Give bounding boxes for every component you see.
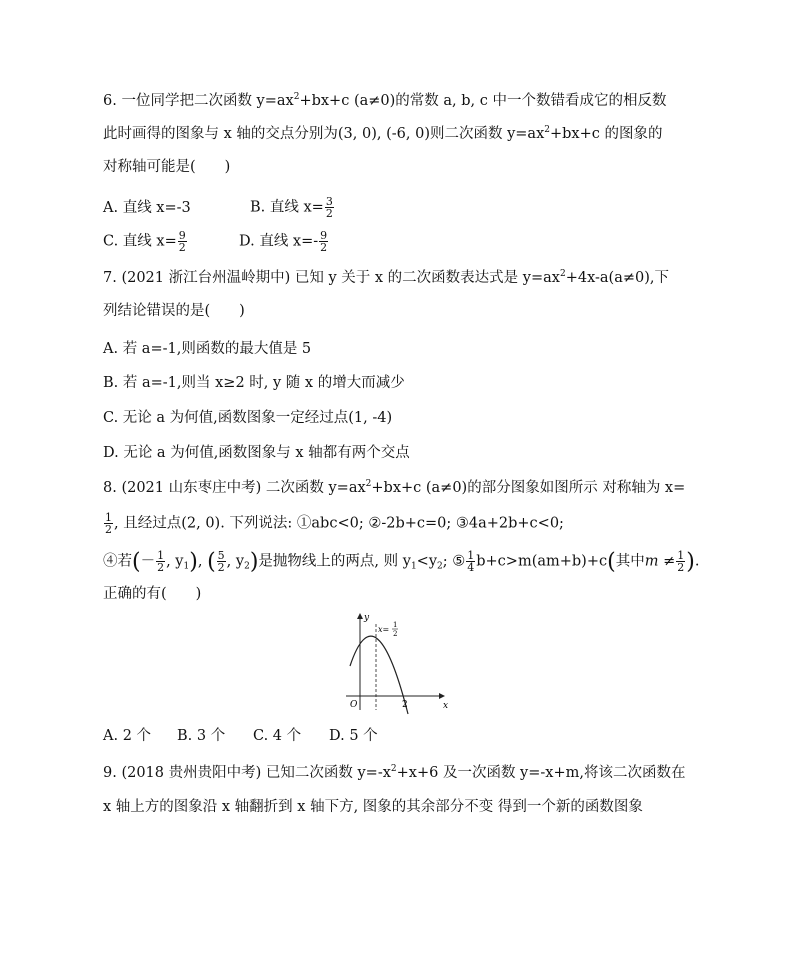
q6-line-2: 此时画得的图象与 x 轴的交点分别为(3, 0), (-6, 0)则二次函数 $y=ax^2+bx+c$ 的图象的: [103, 125, 663, 142]
y-axis-label: y: [364, 613, 370, 623]
q9-line-2: x 轴上方的图象沿 x 轴翻折到 x 轴下方, 图象的其余部分不变 得到一个新的函数图象: [103, 799, 643, 815]
q8-parabola-figure: [340, 610, 450, 715]
q8-line-2: $\frac{1}{2}$ , 且经过点(2, 0). 下列说法: ①abc<0; ②-2b+c=0; ③4a+2b+c<0;: [105, 511, 564, 536]
q6-option-d: D. 直线 x=- $\frac{9}{2}$: [239, 229, 328, 254]
x-axis-label: x: [443, 701, 449, 711]
symmetry-label: x=: [378, 625, 390, 634]
parabola-curve: [350, 636, 408, 714]
symmetry-label-den: 2: [393, 630, 398, 638]
q7-option-d: D. 无论 a 为何值,函数图象与 x 轴都有两个交点: [103, 445, 410, 461]
q8-line-1: 8. (2021 山东枣庄中考) 二次函数 $y=ax^2+bx+c$ (a≠0)的部分图象如图所示 对称轴为 x=: [103, 479, 686, 496]
q8-option-a: A. 2 个: [103, 728, 152, 744]
q6-option-a: A. 直线 x=-3: [103, 199, 191, 216]
q8-option-d: D. 5 个: [329, 728, 378, 744]
q7-option-b: B. 若 a=-1,则当 x≥2 时, y 随 x 的增大而减少: [103, 375, 405, 391]
q8-line-4: 正确的有( ): [103, 586, 202, 602]
q7-option-c: C. 无论 a 为何值,函数图象一定经过点(1, -4): [103, 410, 393, 426]
origin-label: O: [350, 700, 358, 710]
q9-line-1: 9. (2018 贵州贵阳中考) 已知二次函数 $y=-x^2+x+6$ 及一次函数 y=-x+m,将该二次函数在: [103, 764, 686, 781]
q8-option-c: C. 4 个: [253, 728, 302, 744]
q6-options-ab: [103, 196, 335, 219]
q6-line-1: 6. 一位同学把二次函数 $y=ax^2+bx+c$ (a≠0)的常数 a, b, c 中一个数错看成它的相反数: [103, 92, 667, 109]
symmetry-label-num: 1: [393, 621, 398, 629]
q6-option-b: B. 直线 x= $\frac{3}{2}$: [250, 195, 333, 220]
q8-option-b: B. 3 个: [177, 728, 226, 744]
q6-options-cd: [103, 230, 329, 253]
q7-line-2: 列结论错误的是( ): [103, 303, 245, 319]
q8-options: [103, 726, 378, 746]
q8-line-3: ④若(－ $\frac{1}{2}$ , $y_1$), ( $\frac{5}{2}$ , $y_2$)是抛物线上的两点, 则 $y_1<y_2$; ⑤ $\frac{1}{4}$ b+c>m(am+b)+c(其中m ≠ $\frac{1}{2}$ ).: [103, 549, 700, 575]
q6-option-c: C. 直线 x= $\frac{9}{2}$: [103, 229, 186, 254]
q7-option-a: A. 若 a=-1,则函数的最大值是 5: [103, 341, 312, 357]
q6-line-3: 对称轴可能是( ): [103, 159, 231, 175]
q7-line-1: 7. (2021 浙江台州温岭期中) 已知 y 关于 x 的二次函数表达式是 $y=ax^2+4x-a(a\ne 0)$,下: [103, 269, 669, 286]
root-label: 2: [402, 700, 408, 710]
